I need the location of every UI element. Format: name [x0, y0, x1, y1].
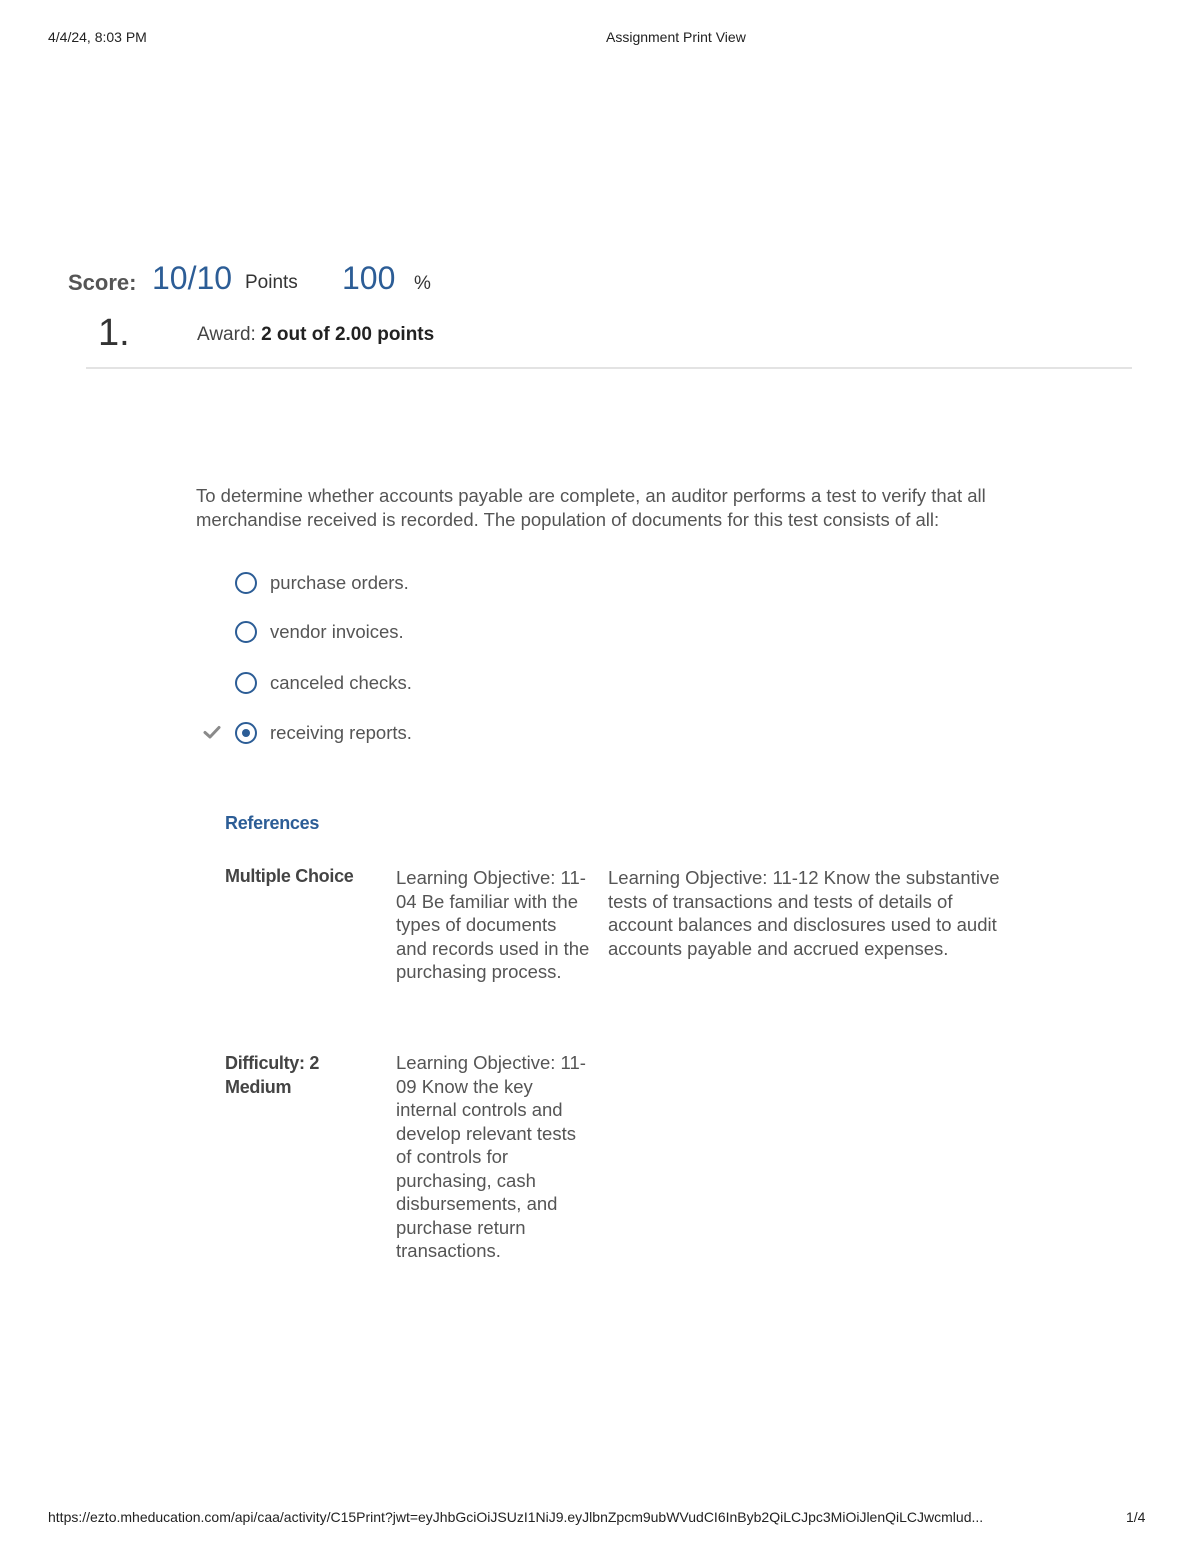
question-number: 1. [98, 312, 130, 354]
radio-icon[interactable] [235, 572, 257, 594]
print-title: Assignment Print View [606, 29, 746, 45]
option-label: vendor invoices. [270, 621, 404, 642]
question-text: To determine whether accounts payable are complete, an auditor performs a test to verify that all merchandise received is recorded. The population of documents for this test consists of all: [196, 485, 986, 530]
score-percent: 100 [342, 260, 396, 296]
checkmark-icon [202, 722, 222, 742]
learning-objective: Learning Objective: 11-12 Know the substantive tests of transactions and tests of details of account balances and disclosures used to audit accounts payable and accrued expenses. [608, 867, 1000, 959]
score-points-label: Points [245, 272, 298, 293]
references-heading: References [225, 813, 320, 833]
option-label: purchase orders. [270, 572, 409, 593]
print-url: https://ezto.mheducation.com/api/caa/activity/C15Print?jwt=eyJhbGciOiJSUzI1NiJ9.eyJlbnZpcm9ubWVudCI6InByb2QiLCJpc3MiOiJlenQiLCJwcmlud... [48, 1509, 984, 1525]
reference-difficulty: Difficulty: 2 Medium [225, 1053, 320, 1097]
option-label: canceled checks. [270, 672, 412, 693]
score-label: Score: [68, 270, 137, 295]
question-divider [86, 367, 1132, 369]
award-value: 2 out of 2.00 points [261, 324, 435, 345]
print-date: 4/4/24, 8:03 PM [48, 29, 147, 45]
score-percent-sign: % [414, 273, 431, 294]
option-receiving-reports[interactable] [235, 718, 412, 748]
score-value: 10/10 [152, 260, 233, 296]
radio-selected-icon[interactable] [235, 722, 257, 744]
option-label: receiving reports. [270, 722, 412, 743]
option-vendor-invoices[interactable] [235, 617, 404, 647]
option-canceled-checks[interactable] [235, 668, 412, 698]
option-purchase-orders[interactable] [235, 568, 409, 598]
print-page-number: 1/4 [1126, 1509, 1146, 1525]
learning-objective: Learning Objective: 11-04 Be familiar with the types of documents and records used in the purchasing process. [396, 867, 590, 982]
award [197, 324, 434, 346]
radio-icon[interactable] [235, 621, 257, 643]
learning-objective: Learning Objective: 11-09 Know the key internal controls and develop relevant tests of controls for purchasing, cash disbursements, and purchase return transactions. [396, 1052, 586, 1261]
radio-icon[interactable] [235, 672, 257, 694]
award-label: Award: [197, 324, 256, 345]
reference-type: Multiple Choice [225, 866, 354, 886]
